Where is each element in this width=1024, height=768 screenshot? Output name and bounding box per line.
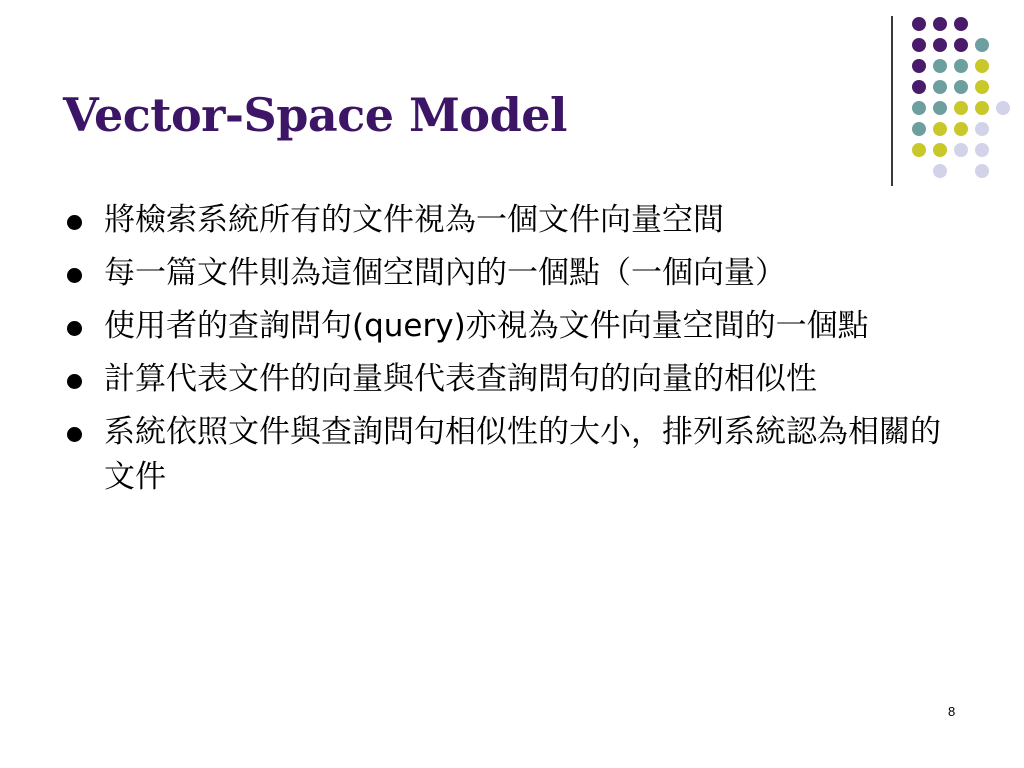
decorative-dot <box>933 38 947 52</box>
decorative-dot <box>912 80 926 94</box>
decorative-dot <box>912 101 926 115</box>
decorative-dot <box>975 122 989 136</box>
decorative-dot <box>954 80 968 94</box>
decorative-dot <box>996 101 1010 115</box>
bullet-icon <box>67 215 82 230</box>
bullet-text: 使用者的查詢問句(query)亦視為文件向量空間的一個點 <box>104 308 869 344</box>
decorative-dot <box>975 143 989 157</box>
decorative-dot <box>912 122 926 136</box>
decorative-dot <box>975 164 989 178</box>
decorative-dot <box>933 59 947 73</box>
bullet-item <box>66 304 956 349</box>
decorative-dot <box>933 80 947 94</box>
bullet-list <box>66 198 956 508</box>
decorative-dot <box>933 164 947 178</box>
decorative-dot <box>954 122 968 136</box>
decorative-dot <box>954 143 968 157</box>
bullet-icon <box>67 427 82 442</box>
bullet-icon <box>67 321 82 336</box>
decorative-dot <box>912 17 926 31</box>
page-number: 8 <box>948 704 956 719</box>
decorative-dot <box>975 101 989 115</box>
decorative-dot <box>954 59 968 73</box>
bullet-text: 將檢索系統所有的文件視為一個文件向量空間 <box>104 202 724 238</box>
bullet-item <box>66 410 956 500</box>
decorative-dot <box>933 122 947 136</box>
slide-title: Vector-Space Model <box>63 88 567 142</box>
decorative-dot <box>954 38 968 52</box>
decorative-dot <box>975 59 989 73</box>
bullet-item <box>66 198 956 243</box>
decorative-dot <box>954 101 968 115</box>
bullet-text: 每一篇文件則為這個空間內的一個點（一個向量） <box>104 255 786 291</box>
bullet-icon <box>67 268 82 283</box>
bullet-text: 計算代表文件的向量與代表查詢問句的向量的相似性 <box>104 361 817 397</box>
decorative-dot <box>912 143 926 157</box>
decorative-dot <box>912 38 926 52</box>
decorative-dot <box>933 101 947 115</box>
decorative-dot <box>975 38 989 52</box>
decorative-dot <box>933 143 947 157</box>
decorative-dot <box>954 17 968 31</box>
title-divider-line <box>891 16 893 186</box>
bullet-item <box>66 357 956 402</box>
bullet-item <box>66 251 956 296</box>
bullet-text: 系統依照文件與查詢問句相似性的大小，排列系統認為相關的文件 <box>104 414 941 495</box>
decorative-dot <box>933 17 947 31</box>
bullet-icon <box>67 374 82 389</box>
decorative-dot <box>912 59 926 73</box>
decorative-dot <box>975 80 989 94</box>
